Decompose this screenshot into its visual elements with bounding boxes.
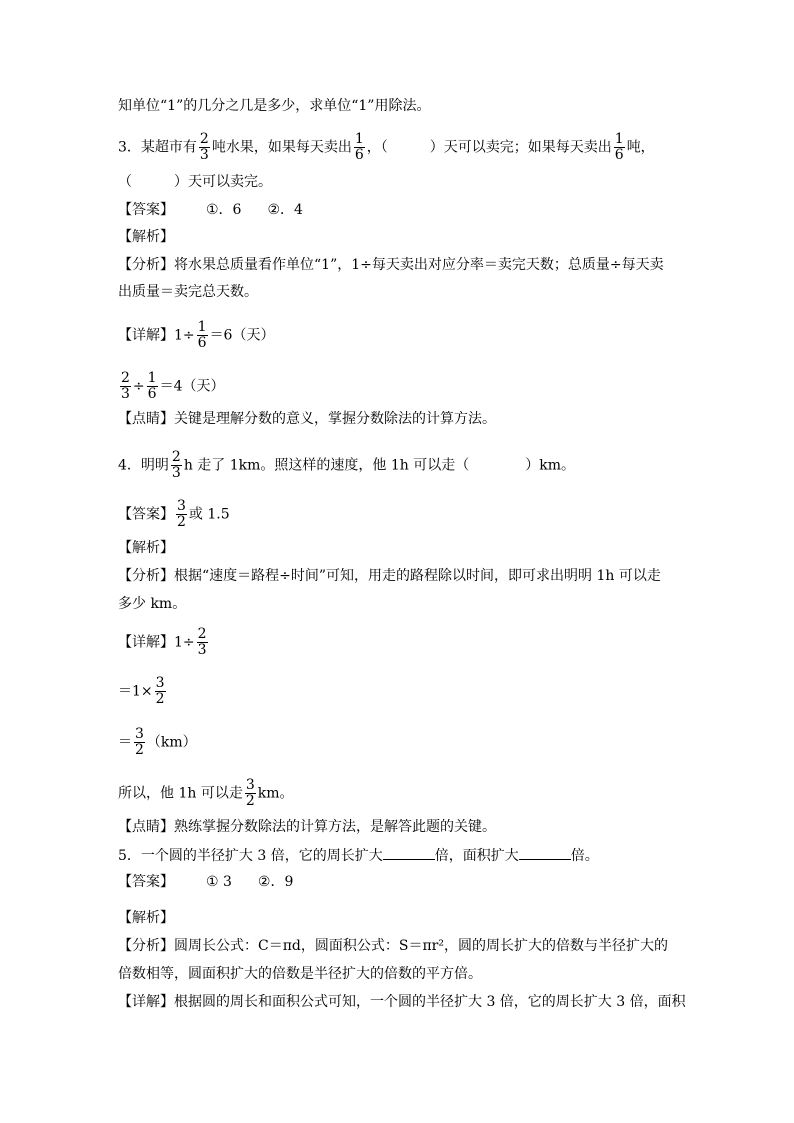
fraction: $\frac{2}{3}$ — [197, 626, 207, 658]
q3-analysis-line2: 出质量＝卖完总天数。 — [118, 284, 258, 300]
fraction: $\frac{1}{6}$ — [147, 370, 157, 402]
q3-detail-line2 — [118, 371, 225, 402]
q4-prefix: 4．明明 — [118, 457, 169, 474]
answer-blank[interactable] — [383, 845, 435, 860]
q5-analysis-line1: 【分析】圆周长公式：C＝πd，圆面积公式：S＝πr²，圆的周长扩大的倍数与半径扩大的 — [118, 938, 668, 954]
formula-text: （km） — [146, 734, 197, 751]
analysis-tag: 【解析】 — [118, 910, 174, 926]
formula-text: 1÷ — [174, 634, 195, 651]
detail-tag: 【详解】 — [118, 327, 174, 344]
q4-answer — [118, 499, 230, 530]
formula-text: ＝ — [118, 734, 132, 751]
q4-analysis-line2: 多少 km。 — [118, 596, 187, 612]
q5-question — [118, 845, 599, 866]
q3-analysis-line1: 【分析】将水果总质量看作单位“1”，1÷每天卖出对应分率＝卖完天数；总质量÷每天卖 — [118, 257, 664, 273]
answer-value-1: ①．6 — [206, 202, 242, 218]
q4-detail-line3 — [118, 727, 197, 758]
q3-mid2: ，（ ）天可以卖完；如果每天卖出 — [366, 139, 612, 156]
detail-tag: 【详解】 — [118, 634, 174, 651]
fraction: $\frac{1}{6}$ — [614, 131, 624, 163]
q4-detail-line2 — [118, 676, 168, 707]
fraction: $\frac{3}{2}$ — [177, 498, 186, 530]
fraction: $\frac{2}{3}$ — [199, 131, 209, 163]
formula-text: ＝1× — [118, 683, 153, 700]
q3-question — [118, 132, 655, 163]
fraction: $\frac{3}{2}$ — [155, 675, 165, 707]
q3-prefix: 3．某超市有 — [118, 139, 197, 156]
q4-conclusion — [118, 778, 294, 809]
q5-analysis-line2: 倍数相等，圆面积扩大的倍数是半径扩大的倍数的平方倍。 — [118, 966, 482, 982]
answer-value: 或 1.5 — [188, 506, 230, 523]
q3-mid1: 吨水果，如果每天卖出 — [211, 139, 352, 156]
answer-tag: 【答案】 — [118, 202, 174, 218]
q5-detail-line1: 【详解】根据圆的周长和面积公式可知，一个圆的半径扩大 3 倍，它的周长扩大 3 倍，面积 — [118, 994, 686, 1010]
q5-answer — [118, 872, 293, 892]
q4-mid: h 走了 1km。照这样的速度，他 1h 可以走（ ）km。 — [183, 457, 576, 474]
q3-dianjing: 【点睛】关键是理解分数的意义，掌握分数除法的计算方法。 — [118, 411, 496, 427]
q3-mid3: 吨， — [626, 139, 655, 156]
q3-answer — [118, 200, 303, 220]
formula-text: km。 — [257, 785, 294, 802]
q4-question — [118, 450, 575, 481]
q5-mid: 倍，面积扩大 — [434, 848, 519, 864]
formula-text: ÷ — [132, 378, 145, 395]
fraction: $\frac{1}{6}$ — [354, 131, 364, 163]
answer-value-2: ②．9 — [257, 874, 294, 890]
q4-analysis-line1: 【分析】根据“速度＝路程÷时间”可知，用走的路程除以时间，即可求出明明 1h 可以走 — [118, 568, 661, 584]
analysis-tag: 【解析】 — [118, 540, 174, 556]
q2-tail-text: 知单位“1”的几分之几是多少，求单位“1”用除法。 — [118, 98, 431, 114]
answer-tag: 【答案】 — [118, 874, 174, 890]
q5-end: 倍。 — [570, 848, 599, 864]
formula-text: 1÷ — [174, 327, 195, 344]
fraction: $\frac{1}{6}$ — [197, 319, 207, 351]
q4-dianjing: 【点睛】熟练掌握分数除法的计算方法，是解答此题的关键。 — [118, 819, 496, 835]
fraction: $\frac{2}{3}$ — [121, 370, 130, 402]
fraction: $\frac{3}{2}$ — [135, 726, 144, 758]
answer-blank[interactable] — [519, 845, 571, 860]
answer-value-1: ① 3 — [206, 874, 232, 890]
formula-text: 所以，他 1h 可以走 — [118, 785, 243, 802]
q4-detail-line1 — [118, 627, 210, 658]
q5-prefix: 5．一个圆的半径扩大 3 倍，它的周长扩大 — [118, 848, 383, 864]
analysis-tag: 【解析】 — [118, 229, 174, 245]
formula-text: ＝6（天） — [209, 327, 275, 344]
formula-text: ＝4（天） — [159, 378, 225, 395]
q3-question-line2: （ ）天可以卖完。 — [118, 174, 272, 190]
answer-value-2: ②．4 — [267, 202, 303, 218]
answer-tag: 【答案】 — [118, 506, 174, 523]
fraction: $\frac{3}{2}$ — [245, 777, 255, 809]
fraction: $\frac{2}{3}$ — [171, 449, 181, 481]
q3-detail-line1 — [118, 320, 274, 351]
